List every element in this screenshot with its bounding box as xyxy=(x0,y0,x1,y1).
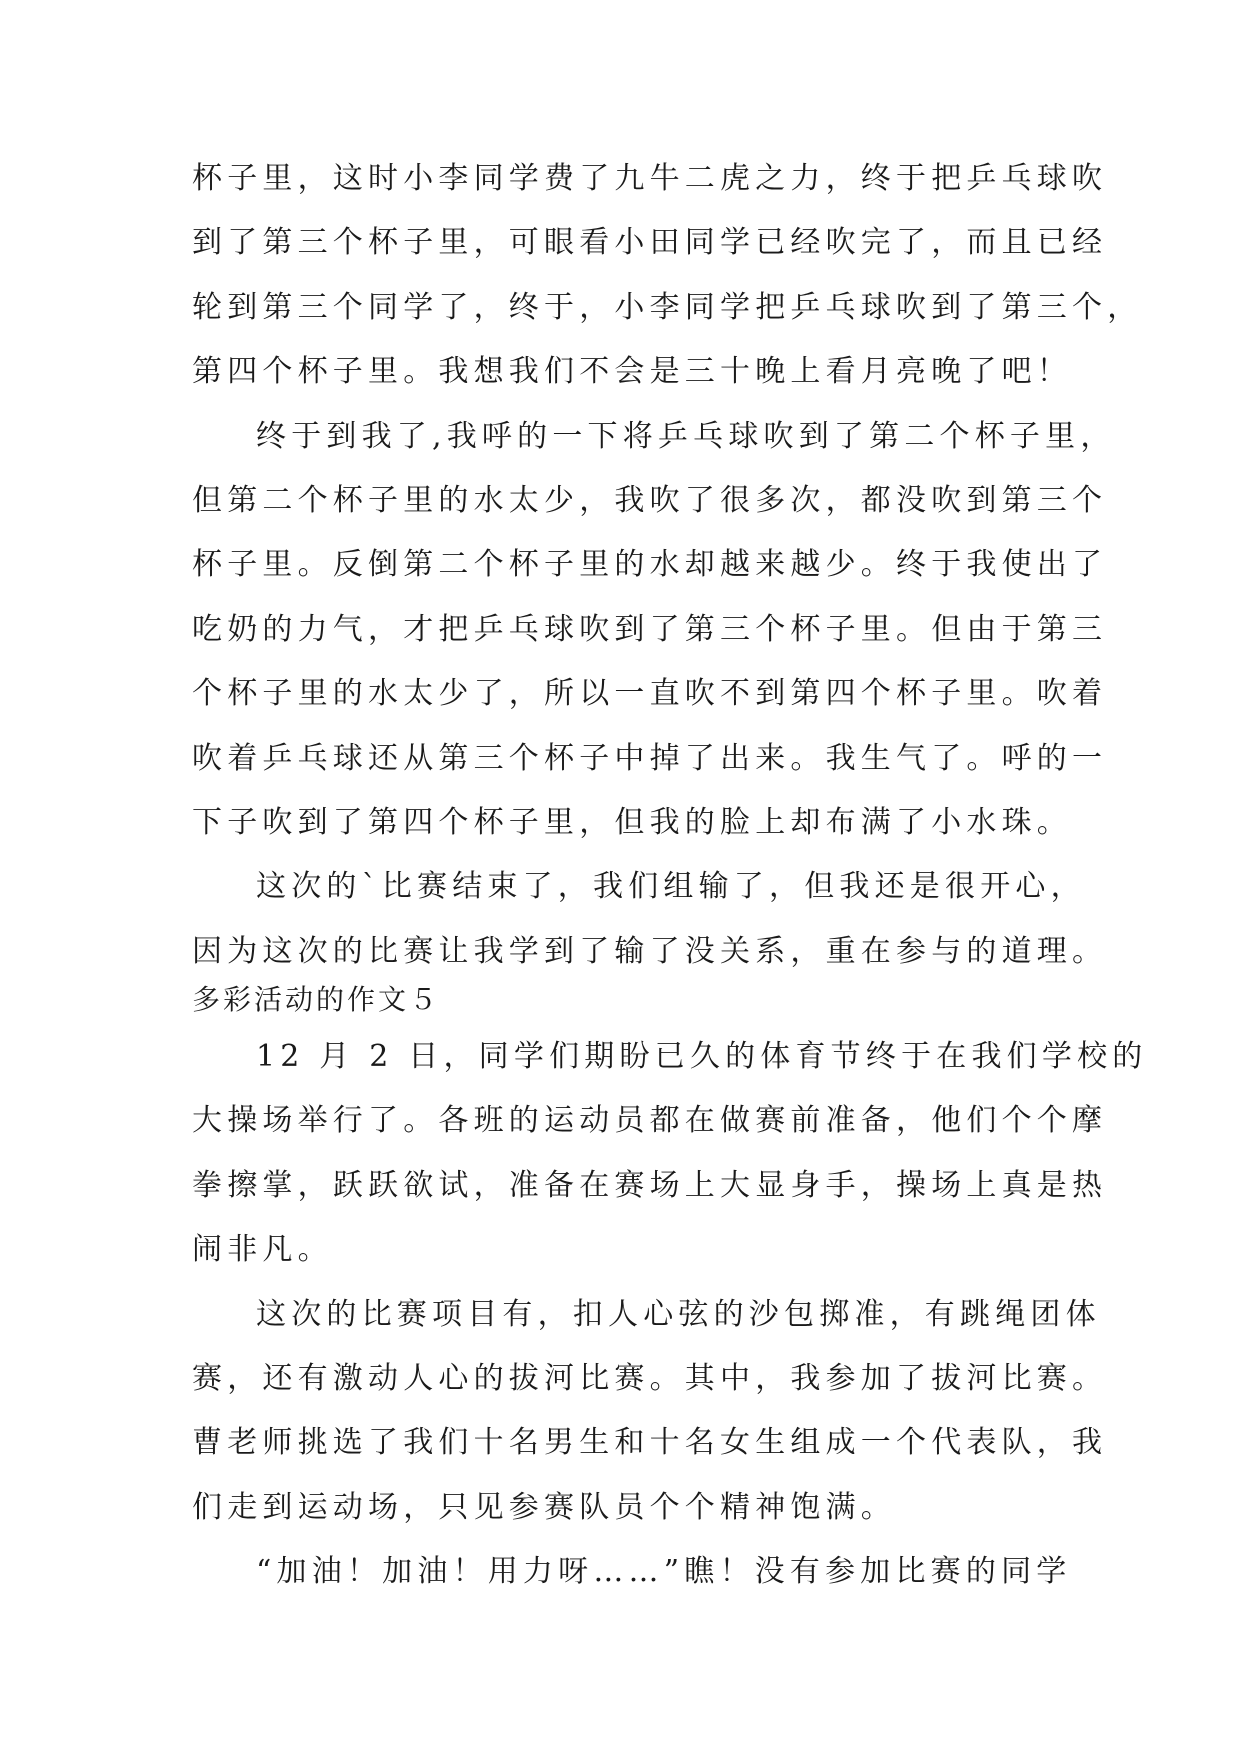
essay-heading: 多彩活动的作文５ xyxy=(192,983,441,1016)
text-line: 这次的比赛项目有，扣人心弦的沙包掷准，有跳绳团体 xyxy=(256,1296,1101,1332)
text-line: 大操场举行了。各班的运动员都在做赛前准备，他们个个摩 xyxy=(192,1103,1108,1139)
text-line: 杯子里，这时小李同学费了九牛二虎之力，终于把乒乓球吹 xyxy=(192,161,1108,196)
text-line: 杯子里。反倒第二个杯子里的水却越来越少。终于我使出了 xyxy=(192,547,1108,583)
text-line: 因为这次的比赛让我学到了输了没关系，重在参与的道理。 xyxy=(192,933,1108,969)
text-line: 这次的`比赛结束了，我们组输了，但我还是很开心， xyxy=(256,869,1086,905)
text-line: 下子吹到了第四个杯子里，但我的脸上却布满了小水珠。 xyxy=(192,804,1072,840)
text-line: 轮到第三个同学了，终于，小李同学把乒乓球吹到了第三个， xyxy=(192,289,1143,325)
text-line: 吃奶的力气，才把乒乓球吹到了第三个杯子里。但由于第三 xyxy=(192,611,1108,647)
text-line: 吹着乒乓球还从第三个杯子中掉了出来。我生气了。呼的一 xyxy=(192,740,1108,776)
text-line: 赛，还有激动人心的拔河比赛。其中，我参加了拔河比赛。 xyxy=(192,1360,1108,1396)
text-line: 但第二个杯子里的水太少，我吹了很多次，都没吹到第三个 xyxy=(192,482,1108,518)
text-line: 个杯子里的水太少了，所以一直吹不到第四个杯子里。吹着 xyxy=(192,676,1108,712)
text-line: 终于到我了,我呼的一下将乒乓球吹到了第二个杯子里， xyxy=(256,418,1116,454)
text-line: 闹非凡。 xyxy=(192,1232,333,1268)
text-line: “加油！加油！用力呀……”瞧！没有参加比赛的同学 xyxy=(256,1554,1072,1590)
text-line: 第四个杯子里。我想我们不会是三十晚上看月亮晚了吧！ xyxy=(192,354,1072,390)
essay-section-top xyxy=(192,147,1143,984)
text-line: 12 月 2 日，同学们期盼已久的体育节终于在我们学校的 xyxy=(256,1039,1148,1074)
text-line: 到了第三个杯子里，可眼看小田同学已经吹完了，而且已经 xyxy=(192,225,1108,261)
text-line: 们走到运动场，只见参赛队员个个精神饱满。 xyxy=(192,1489,896,1525)
text-line: 曹老师挑选了我们十名男生和十名女生组成一个代表队，我 xyxy=(192,1425,1108,1461)
essay-section-bottom xyxy=(192,1025,1148,1605)
text-line: 拳擦掌，跃跃欲试，准备在赛场上大显身手，操场上真是热 xyxy=(192,1167,1108,1203)
